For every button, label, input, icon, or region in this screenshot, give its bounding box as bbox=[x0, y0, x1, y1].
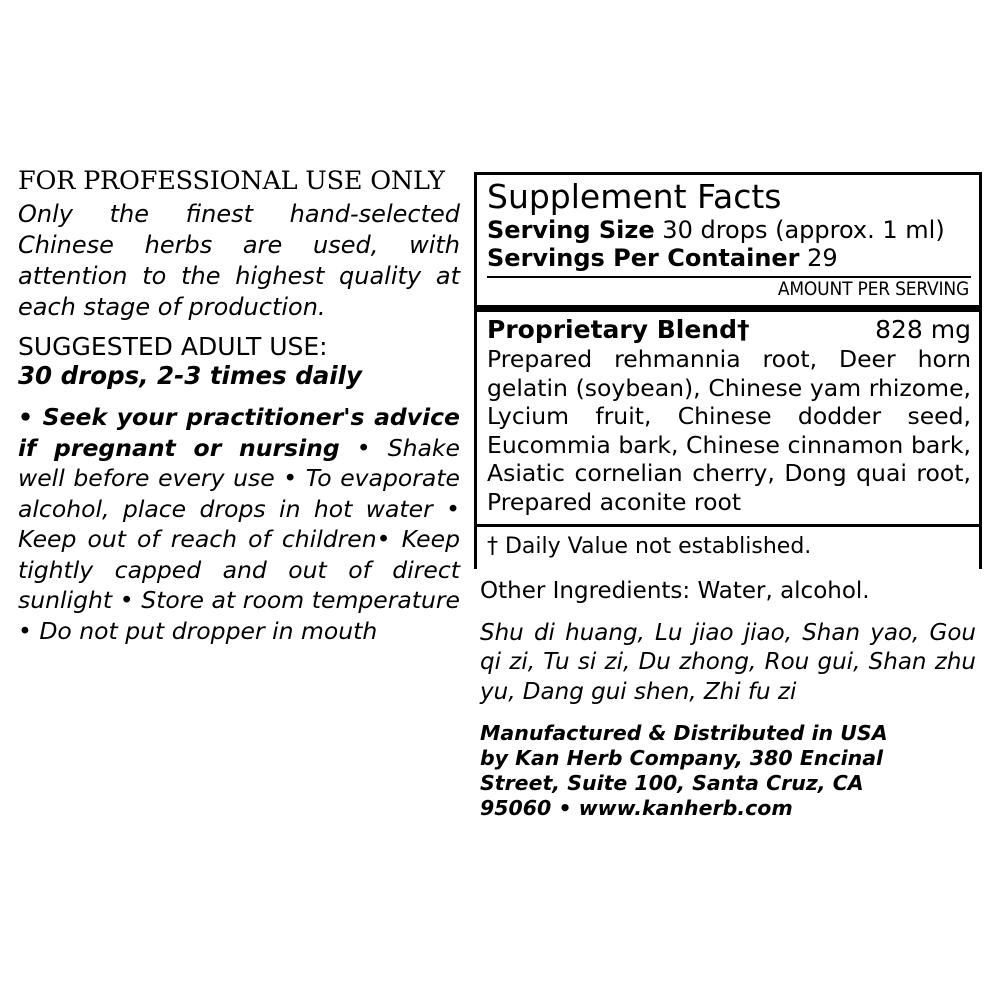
serving-size-label: Serving Size bbox=[487, 215, 655, 244]
left-information-column bbox=[18, 168, 460, 647]
supplement-facts-panel bbox=[474, 172, 982, 821]
supplement-facts-header bbox=[477, 175, 979, 305]
servings-per-container-label: Servings Per Container bbox=[487, 243, 800, 272]
divider-thick bbox=[477, 305, 979, 312]
servings-per-container-value: 29 bbox=[807, 243, 838, 272]
supplement-facts-title: Supplement Facts bbox=[487, 177, 782, 216]
warning-pregnancy: • Seek your practitioner's advice if pregnant or nursing bbox=[18, 403, 460, 462]
other-ingredients: Other Ingredients: Water, alcohol. bbox=[480, 578, 870, 605]
servings-per-container-row bbox=[487, 244, 971, 272]
professional-use-heading: FOR PROFESSIONAL USE ONLY bbox=[18, 166, 445, 196]
manufacturer-info: Manufactured & Distributed in USA by Kan Herb Company, 380 Encinal Street, Suite 100, Santa Cruz, CA 95060 • www.kanherb.com bbox=[480, 721, 888, 821]
intro-paragraph: Only the finest hand-selected Chinese herbs are used, with attention to the highest quality at each stage of production. bbox=[18, 199, 460, 322]
serving-size-row bbox=[487, 216, 971, 244]
suggested-adult-use-heading: SUGGESTED ADULT USE: bbox=[18, 331, 328, 361]
warning-general: • Shake well before every use • To evaporate alcohol, place drops in hot water • Keep out of reach of children• Keep tightly capped and out of direct sunlight • Store at room temperature • Do not put dropper in mouth bbox=[18, 433, 460, 646]
proprietary-blend-amount: 828 mg bbox=[875, 315, 971, 345]
proprietary-blend-ingredients: Prepared rehmannia root, Deer horn gelatin (soybean), Chinese yam rhizome, Lycium fruit, Chinese dodder seed, Eucommia bark, Chinese cinnamon bark, Asiatic cornelian cherry, Dong quai root, Prepared aconite root bbox=[487, 344, 971, 517]
proprietary-blend-name: Proprietary Blend† bbox=[487, 315, 750, 345]
proprietary-blend-row bbox=[487, 314, 971, 345]
warnings-paragraph bbox=[18, 402, 460, 646]
supplement-facts-box bbox=[474, 172, 982, 569]
daily-value-section bbox=[477, 527, 979, 569]
proprietary-blend-section bbox=[477, 312, 979, 524]
serving-size-value: 30 drops (approx. 1 ml) bbox=[662, 215, 945, 244]
pinyin-ingredients: Shu di huang, Lu jiao jiao, Shan yao, Gou qi zi, Tu si zi, Du zhong, Rou gui, Shan zhu yu, Dang gui shen, Zhi fu zi bbox=[480, 619, 976, 705]
daily-value-note: † Daily Value not established. bbox=[487, 533, 812, 559]
amount-per-serving-header: AMOUNT PER SERVING bbox=[777, 278, 969, 301]
suggested-adult-use-dose: 30 drops, 2-3 times daily bbox=[18, 361, 363, 391]
